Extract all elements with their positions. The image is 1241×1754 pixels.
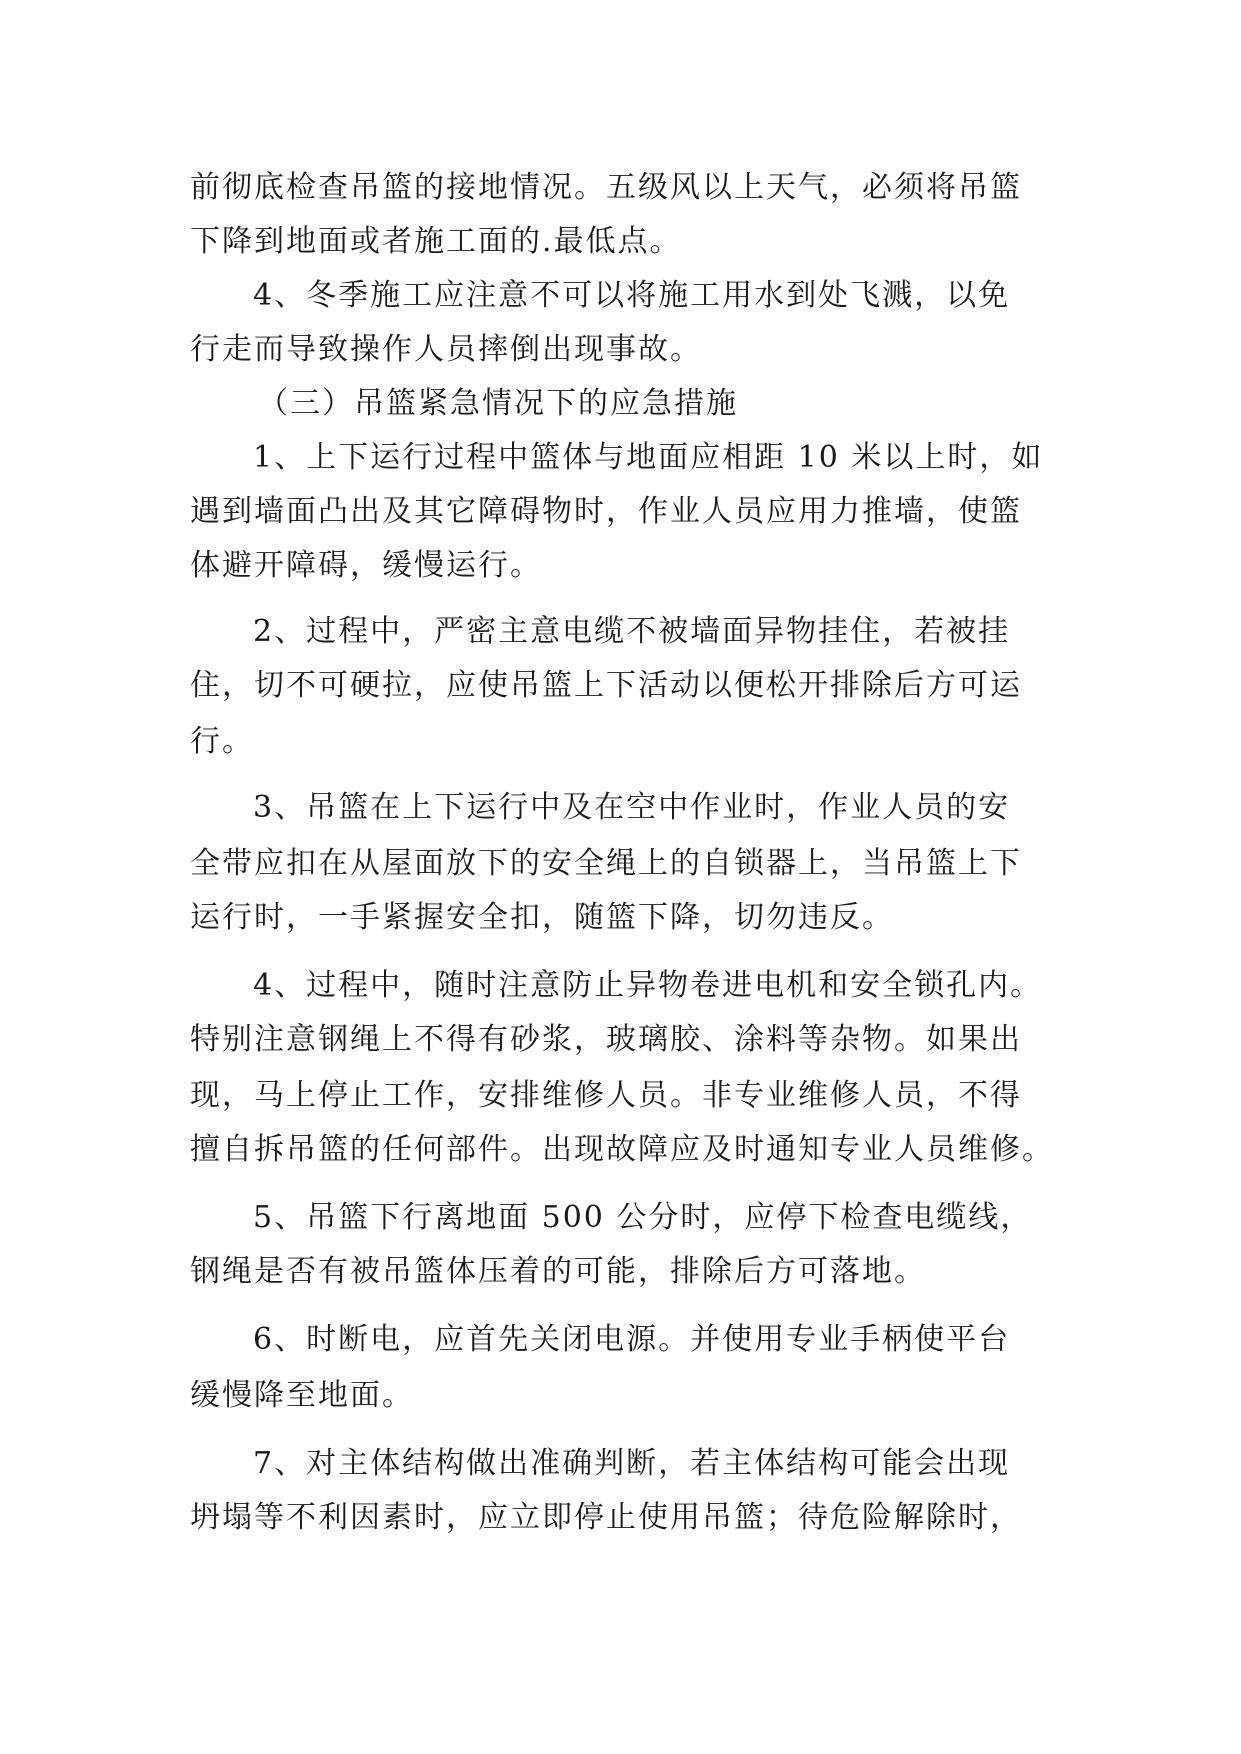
body-line: 坍塌等不利因素时，应立即停止使用吊篮；待危险解除时， [190, 1500, 1022, 1535]
body-line: 5、吊篮下行离地面 500 公分时，应停下检查电缆线， [253, 1200, 1033, 1235]
body-line: 全带应扣在从屋面放下的安全绳上的自锁器上，当吊篮上下 [190, 846, 1022, 881]
body-line: 4、过程中，随时注意防止异物卷进电机和安全锁孔内。 [253, 968, 1043, 1003]
body-line: 行走而导致操作人员摔倒出现事故。 [190, 332, 702, 367]
body-line: 擅自拆吊篮的任何部件。出现故障应及时通知专业人员维修。 [190, 1132, 1054, 1167]
section-heading: （三）吊篮紧急情况下的应急措施 [258, 386, 738, 421]
body-line: 运行时，一手紧握安全扣，随篮下降，切勿违反。 [190, 900, 894, 935]
body-line: 6、时断电，应首先关闭电源。并使用专业手柄使平台 [253, 1322, 1011, 1357]
body-line: 2、过程中，严密主意电缆不被墙面异物挂住，若被挂 [253, 614, 1011, 649]
body-line: 钢绳是否有被吊篮体压着的可能，排除后方可落地。 [190, 1254, 926, 1289]
body-line: 1、上下运行过程中篮体与地面应相距 10 米以上时，如 [253, 440, 1044, 475]
body-line: 遇到墙面凸出及其它障碍物时，作业人员应用力推墙，使篮 [190, 494, 1022, 529]
body-line: 缓慢降至地面。 [190, 1378, 414, 1413]
body-line: 7、对主体结构做出准确判断，若主体结构可能会出现 [253, 1446, 1011, 1481]
body-line: 体避开障碍，缓慢运行。 [190, 548, 542, 583]
body-line: 特别注意钢绳上不得有砂浆，玻璃胶、涂料等杂物。如果出 [190, 1022, 1022, 1057]
body-line: 3、吊篮在上下运行中及在空中作业时，作业人员的安 [253, 790, 1011, 825]
body-line: 4、冬季施工应注意不可以将施工用水到处飞溅，以免 [253, 278, 1011, 313]
body-line: 下降到地面或者施工面的.最低点。 [190, 224, 682, 259]
body-line: 住，切不可硬拉，应使吊篮上下活动以便松开排除后方可运 [190, 668, 1022, 703]
body-line: 前彻底检查吊篮的接地情况。五级风以上天气，必须将吊篮 [190, 170, 1022, 205]
body-line: 行。 [190, 724, 254, 759]
body-line: 现，马上停止工作，安排维修人员。非专业维修人员，不得 [190, 1078, 1022, 1113]
